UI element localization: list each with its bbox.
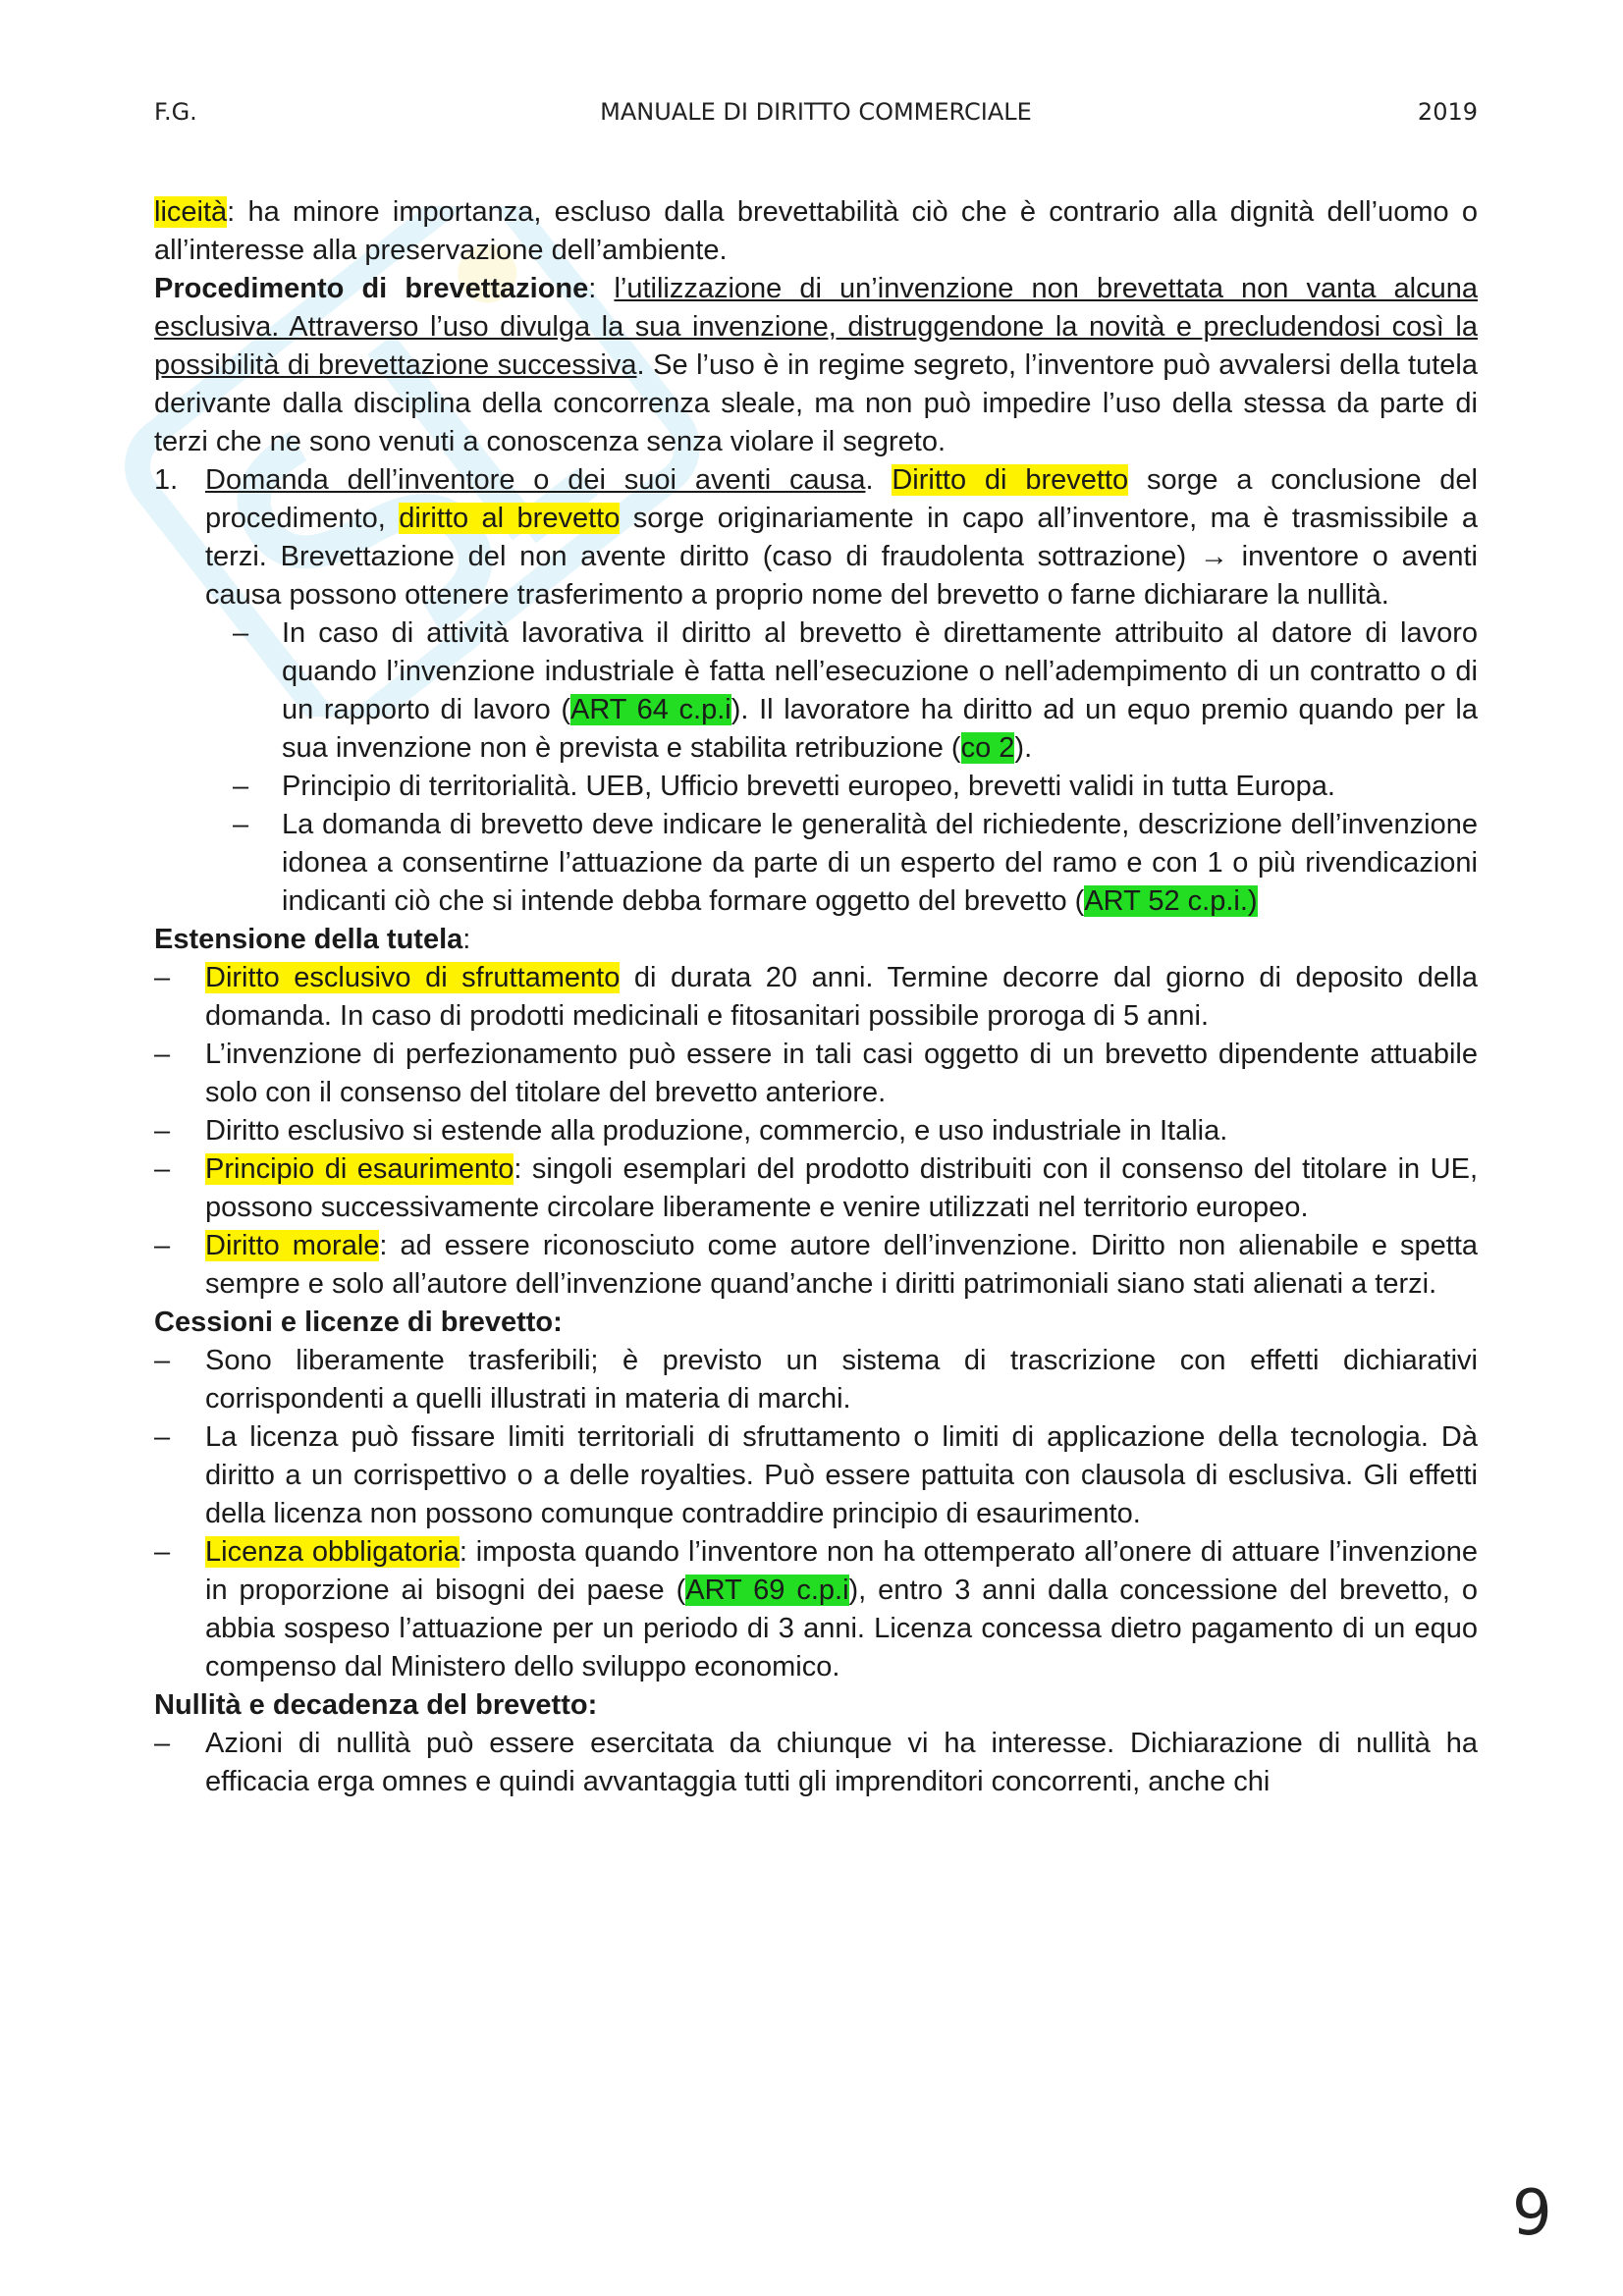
- text-run: : ha minore importanza, escluso dalla brevettabilità ciò che è contrario alla dignità dell’uomo o all’interesse alla preservazione dell’ambiente.: [154, 196, 1478, 266]
- dash-bullet: –: [233, 771, 249, 802]
- dash-bullet: –: [154, 1230, 171, 1261]
- highlight-term: Diritto di brevetto: [892, 464, 1129, 496]
- sub-list-item: [233, 806, 1478, 921]
- list-item: [154, 1725, 1478, 1801]
- dash-bullet: –: [154, 1345, 171, 1376]
- text-run: . Se l’uso è in regime segreto, l’inventore può avvalersi della tutela derivante dalla disciplina della concorrenza sleale, ma non può impedire l’uso della stessa da parte di terzi che ne sono venuti a conoscenza senza violare il segreto.: [154, 349, 1479, 457]
- dash-bullet: –: [154, 1536, 171, 1568]
- article-reference: ART 52 c.p.i.): [1084, 885, 1258, 917]
- section-heading: Procedimento di brevettazione: [154, 273, 589, 304]
- section-heading-estensione: Estensione della tutela:: [154, 924, 471, 955]
- list-number: 1.: [154, 464, 179, 496]
- highlight-term: Diritto morale: [205, 1230, 380, 1261]
- header-author: F.G.: [154, 98, 197, 126]
- header-year: 2019: [1417, 98, 1478, 126]
- dash-bullet: –: [154, 962, 171, 993]
- dash-bullet: –: [154, 1153, 171, 1185]
- header-title: MANUALE DI DIRITTO COMMERCIALE: [600, 98, 1032, 126]
- list-item-text: La licenza può fissare limiti territoriali di sfruttamento o limiti di applicazione della tecnologia. Dà diritto a un corrispettivo o a delle royalties. Può essere pattuita con clausola di esclusiva. Gli effetti della licenza non possono comunque contraddire principio di esaurimento.: [205, 1421, 1478, 1529]
- list-item-text: Principio di esaurimento: singoli esemplari del prodotto distribuiti con il consenso del titolare in UE, possono successivamente circolare liberamente e venire utilizzati nel territorio europeo.: [205, 1153, 1479, 1223]
- article-reference: ART 69 c.p.i: [685, 1575, 849, 1606]
- list-item-text: Domanda dell’inventore o dei suoi aventi causa. Diritto di brevetto sorge a conclusione del procedimento, diritto al brevetto sorge originariamente in capo all’inventore, ma è trasmissibile a terzi. Brevettazione del non avente diritto (caso di fraudolenta sottrazione) → inventore o aventi causa possono ottenere trasferimento a proprio nome del brevetto o farne dichiarare la nullità.: [205, 464, 1479, 611]
- list-item-text: Diritto esclusivo di sfruttamento di durata 20 anni. Termine decorre dal giorno di deposito della domanda. In caso di prodotti medicinali e fitosanitari possibile proroga di 5 anni.: [205, 962, 1478, 1032]
- highlight-term: Licenza obbligatoria: [205, 1536, 460, 1568]
- list-item-text: Diritto esclusivo si estende alla produzione, commercio, e uso industriale in Italia.: [205, 1115, 1228, 1147]
- list-item-text: In caso di attività lavorativa il diritto al brevetto è direttamente attribuito al datore di lavoro quando l’invenzione industriale è fatta nell’esecuzione o nell’adempimento di un contratto o di un rapporto di lavoro (ART 64 c.p.i). Il lavoratore ha diritto ad un equo premio quando per la sua invenzione non è prevista e stabilita retribuzione (co 2).: [282, 617, 1478, 764]
- dash-bullet: –: [154, 1421, 171, 1453]
- list-item: [154, 1533, 1478, 1686]
- list-item-text: Licenza obbligatoria: imposta quando l’inventore non ha ottemperato all’onere di attuare l’invenzione in proporzione ai bisogni dei paese (ART 69 c.p.i), entro 3 anni dalla concessione del brevetto, o abbia sospeso l’attuazione per un periodo di 3 anni. Licenza concessa dietro pagamento di un equo compenso dal Ministero dello sviluppo economico.: [205, 1536, 1478, 1682]
- numbered-item: [154, 461, 1478, 614]
- highlight-term: liceità: [154, 196, 228, 228]
- underlined-text: Domanda dell’inventore o dei suoi aventi causa: [205, 464, 866, 496]
- dash-bullet: –: [233, 617, 249, 649]
- sub-list-item: [233, 768, 1478, 806]
- list-item-text: L’invenzione di perfezionamento può essere in tali casi oggetto di un brevetto dipendente attuabile solo con il consenso del titolare del brevetto anteriore.: [205, 1039, 1478, 1108]
- article-reference: ART 64 c.p.i: [570, 694, 731, 725]
- underlined-text: l’utilizzazione di un’invenzione non brevettata non vanta alcuna esclusiva. Attraverso l’uso divulga la sua invenzione, distruggendone la novità e precludendosi così la possibilità di brevettazione successiva: [154, 273, 1479, 381]
- list-item: [154, 1112, 1478, 1150]
- dash-bullet: –: [233, 809, 249, 840]
- sub-list-item: [233, 614, 1478, 768]
- list-item: [154, 1150, 1478, 1227]
- highlight-term: Diritto esclusivo di sfruttamento: [205, 962, 621, 993]
- paragraph-liceita: [154, 193, 1478, 270]
- dash-bullet: –: [154, 1728, 171, 1759]
- arrow-icon: →: [1199, 541, 1228, 572]
- list-item-text: Azioni di nullità può essere esercitata da chiunque vi ha interesse. Dichiarazione di nullità ha efficacia erga omnes e quindi avvantaggia tutti gli imprenditori concorrenti, anche chi: [205, 1728, 1478, 1797]
- highlight-term: diritto al brevetto: [399, 503, 621, 534]
- list-item: [154, 959, 1478, 1036]
- list-item: [154, 1227, 1478, 1304]
- highlight-term: Principio di esaurimento: [205, 1153, 514, 1185]
- list-item-text: Diritto morale: ad essere riconosciuto come autore dell’invenzione. Diritto non alienabile e spetta sempre e solo all’autore dell’invenzione quand’anche i diritti patrimoniali siano stati alienati a terzi.: [205, 1230, 1478, 1300]
- section-heading-nullita: Nullità e decadenza del brevetto:: [154, 1689, 598, 1721]
- section-heading-cessioni: Cessioni e licenze di brevetto:: [154, 1307, 563, 1338]
- article-reference: co 2: [960, 732, 1015, 764]
- list-item-text: Sono liberamente trasferibili; è previsto un sistema di trascrizione con effetti dichiarativi corrispondenti a quelli illustrati in materia di marchi.: [205, 1345, 1478, 1415]
- list-item: [154, 1036, 1478, 1112]
- list-item-text: Principio di territorialità. UEB, Ufficio brevetti europeo, brevetti validi in tutta Europa.: [282, 771, 1335, 802]
- dash-bullet: –: [154, 1115, 171, 1147]
- dash-bullet: –: [154, 1039, 171, 1070]
- page-body: [154, 193, 1478, 1801]
- paragraph-procedimento: [154, 270, 1478, 461]
- list-item: [154, 1342, 1478, 1418]
- page-number: 9: [1512, 2177, 1552, 2250]
- list-item: [154, 1418, 1478, 1533]
- list-item-text: La domanda di brevetto deve indicare le generalità del richiedente, descrizione dell’invenzione idonea a consentirne l’attuazione da parte di un esperto del ramo e con 1 o più rivendicazioni indicanti ciò che si intende debba formare oggetto del brevetto (ART 52 c.p.i.): [282, 809, 1478, 917]
- page-header: [154, 98, 1478, 137]
- text-run: :: [588, 273, 615, 304]
